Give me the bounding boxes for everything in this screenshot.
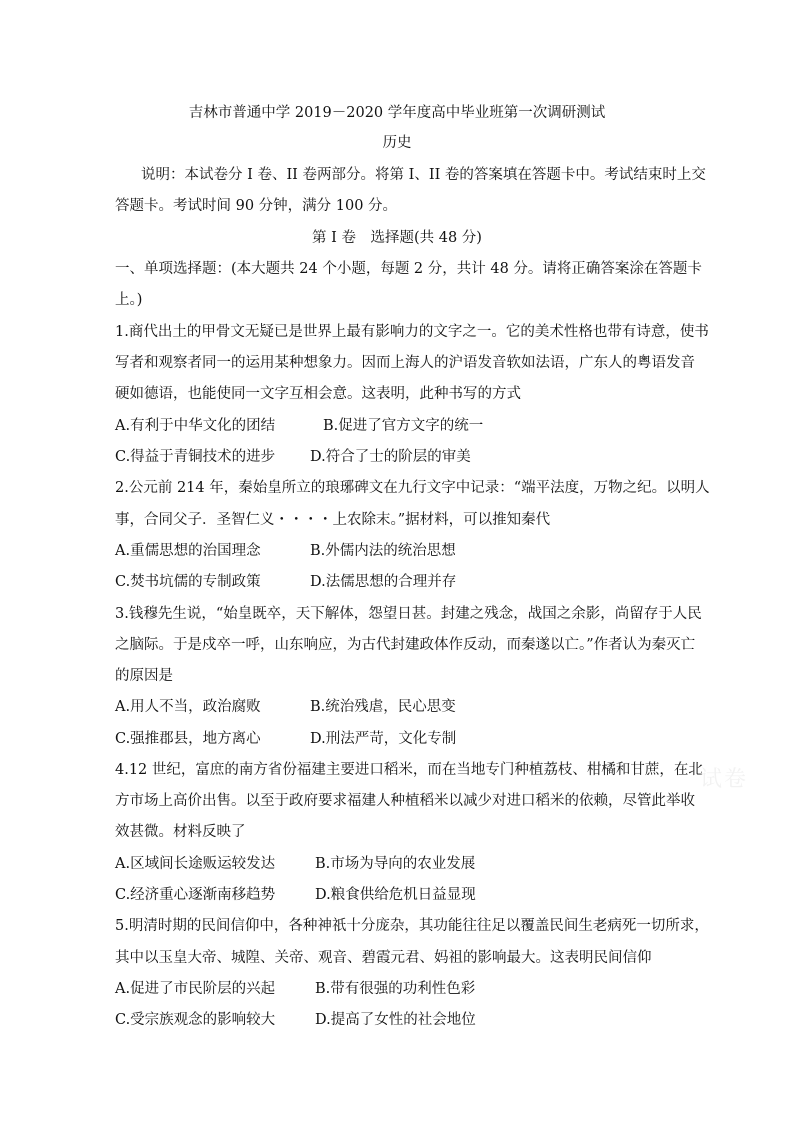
exam-title: 吉林市普通中学 2019－2020 学年度高中毕业班第一次调研测试 [188, 105, 606, 121]
question-1-option-c: C.得益于青铜技术的进步 [115, 449, 276, 465]
question-3-stem: 3.钱穆先生说，“始皇既卒，天下解体，怨望日甚。封建之残念，战国之余影，尚留存于人民 [115, 606, 702, 622]
question-2-option-d: D.法儒思想的合理并存 [310, 574, 457, 590]
question-3-stem: 之脑际。于是戍卒一呼，山东响应，为古代封建政体作反动，而秦遂以亡。”作者认为秦灭亡 [115, 637, 696, 653]
question-2-option-b: B.外儒内法的统治思想 [310, 543, 456, 559]
question-4-option-d: D.粮食供给危机日益显现 [315, 887, 476, 903]
question-2-option-a: A.重儒思想的治国理念 [115, 543, 261, 559]
question-4-stem: 效甚微。材料反映了 [115, 824, 246, 840]
question-5-option-a: A.促进了市民阶层的兴起 [115, 981, 276, 997]
question-3-option-a: A.用人不当，政治腐败 [115, 699, 261, 715]
question-1-stem: 写者和观察者同一的运用某种想象力。因而上海人的沪语发音软如法语，广东人的粤语发音 [115, 355, 695, 371]
question-5-option-c: C.受宗族观念的影响较大 [115, 1012, 276, 1028]
question-5-stem: 其中以玉皇大帝、城隍、关帝、观音、碧霞元君、妈祖的影响最大。这表明民间信仰 [115, 950, 652, 966]
question-2-stem: 2.公元前 214 年，秦始皇所立的琅琊碑文在九行文字中记录：“端平法度，万物之纪。以明人 [115, 480, 710, 496]
question-1-stem: 1.商代出土的甲骨文无疑已是世界上最有影响力的文字之一。它的美术性格也带有诗意，使书 [115, 324, 709, 340]
question-4-stem: 方市场上高价出售。以至于政府要求福建人种植稻米以减少对进口稻米的依赖，尽管此举收 [115, 793, 695, 809]
question-3-stem: 的原因是 [115, 668, 173, 684]
question-5-option-b: B.带有很强的功利性色彩 [315, 981, 476, 997]
question-2-option-c: C.焚书坑儒的专制政策 [115, 574, 261, 590]
question-1-option-b: B.促进了官方文字的统一 [323, 418, 484, 434]
question-2-stem: 事，合同父子．圣智仁义・・・・上农除末。”据材料，可以推知秦代 [115, 512, 551, 528]
question-1-option-a: A.有利于中华文化的团结 [115, 418, 276, 434]
question-3-option-c: C.强推郡县，地方离心 [115, 731, 261, 747]
part1-instruction-line-1: 一、单项选择题：(本大题共 24 个小题，每题 2 分，共计 48 分。请将正确答案涂在答题卡 [115, 261, 702, 277]
instructions-line-2: 答题卡。考试时间 90 分钟，满分 100 分。 [115, 198, 398, 214]
question-4-option-b: B.市场为导向的农业发展 [315, 856, 476, 872]
part1-title: 第 I 卷 选择题(共 48 分) [312, 230, 482, 246]
part1-instruction-line-2: 上。) [115, 292, 143, 308]
question-3-option-b: B.统治残虐，民心思变 [310, 699, 456, 715]
watermark: 试卷 [700, 767, 749, 792]
question-5-option-d: D.提高了女性的社会地位 [315, 1012, 476, 1028]
question-4-stem: 4.12 世纪，富庶的南方省份福建主要进口稻米，而在当地专门种植荔枝、柑橘和甘蔗，在北 [115, 762, 703, 778]
question-5-stem: 5.明清时期的民间信仰中，各种神祇十分庞杂，其功能往往足以覆盖民间生老病死一切所求， [115, 918, 709, 934]
question-1-stem: 硬如德语，也能使同一文字互相会意。这表明，此种书写的方式 [115, 386, 521, 402]
question-4-option-a: A.区域间长途贩运较发达 [115, 856, 276, 872]
subject-title: 历史 [382, 135, 412, 151]
question-3-option-d: D.刑法严苛，文化专制 [310, 731, 457, 747]
instructions-line-1: 说明：本试卷分 I 卷、II 卷两部分。将第 I、II 卷的答案填在答题卡中。考试结束时上交 [141, 167, 706, 183]
question-4-option-c: C.经济重心逐渐南移趋势 [115, 887, 276, 903]
question-1-option-d: D.符合了士的阶层的审美 [310, 449, 471, 465]
